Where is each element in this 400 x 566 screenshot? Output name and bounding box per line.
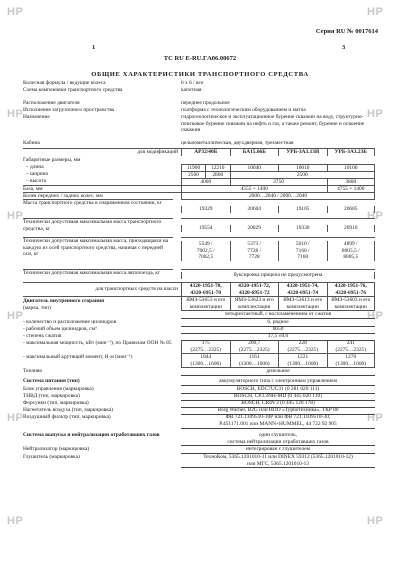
row-cylinders (23, 319, 375, 326)
label: - максимальная мощность, кВт (мин⁻¹), по Правилам ООН № 85 (23, 340, 172, 346)
row-cab (23, 140, 375, 148)
label: Система питания (тип) (23, 378, 80, 384)
row-cargo (23, 107, 375, 114)
serie-number: Серия RU № 0017614 (315, 28, 378, 35)
row-air-filter (23, 414, 375, 421)
mass-value: 19330 (278, 225, 327, 232)
label: Нейтрализатор (маркировка) (23, 446, 90, 452)
chassis-model: 4320-1951-76, 4320-6951-76 (327, 283, 376, 296)
label: Нагнетатель воздуха (тип, маркировка) (23, 407, 113, 413)
value: 17,5 ±0,6 (181, 333, 375, 341)
row-compression (23, 333, 375, 340)
label: – длина (26, 164, 44, 170)
row-engine-type (23, 311, 375, 319)
mass-value: 20604 (230, 206, 279, 213)
axle-mass-value: 4899 / 8005,5 / 8005,5 (327, 241, 376, 261)
power-value: 200,7 (2275…2325) (230, 340, 279, 354)
label: Исполнение загрузочного пространства (23, 107, 115, 113)
base-value: 4555 + 1400 (181, 185, 327, 193)
row-torque (23, 354, 375, 368)
row-trailer (23, 269, 375, 282)
watermark-hp: HP (367, 310, 384, 322)
label: Технически допустимая максимальная масса транспортного средства, кг (23, 218, 173, 232)
label: Система выпуска и нейтрализации отработавших газов (23, 432, 160, 438)
row-dims-title (23, 157, 375, 164)
label: Кабина (23, 140, 40, 146)
value: цельнометаллическая, двухдверная, трехместная (181, 140, 294, 146)
length-value: 10010 (278, 164, 327, 172)
row-engine-location (23, 100, 375, 107)
axle-mass-value: 5373 / 7728 / 7728 (230, 241, 279, 261)
label: - рабочий объем цилиндров, см³ (23, 326, 97, 332)
height-value: 3800 (327, 178, 376, 186)
mass-value: 19105 (278, 206, 327, 213)
length-value: 12210 (205, 164, 230, 172)
label: Форсунки (тип, маркировка) (23, 400, 89, 406)
value: платформа с технологическим оборудованием и матча (181, 107, 306, 113)
track-value: 2000…2040 / 2000…2040 (181, 192, 375, 200)
watermark-hp: HP (367, 210, 384, 222)
base-value: 4755 + 1400 (327, 185, 376, 193)
document-number: TC RU E-RU.ГA06.00672 (163, 55, 237, 62)
value: переднее продольное (181, 100, 230, 106)
value: ФВ 721.1109510-10Р или ФВ 721.1109510-30; (225, 414, 331, 420)
chassis-model: 4320-1951-72, 4320-6951-72 (230, 283, 279, 296)
page-number-right: 3 (342, 44, 346, 51)
label: Расположение двигателя (23, 100, 80, 106)
value: Р.451171.001 или MANN+HUMMEL, 44 722 92 905 (181, 421, 375, 429)
engine-type-value: четырехтактный, с воспламенением от сжатия (181, 311, 375, 319)
value: BOSCH, CRIN 3 (0 445 120 178) (181, 400, 375, 408)
length-value: 10040 (230, 164, 279, 172)
row-mass-max (23, 218, 375, 237)
characteristics-body (23, 80, 375, 468)
row-injectors (23, 400, 375, 407)
watermark-hp: HP (7, 412, 24, 424)
value: 6650 (181, 326, 375, 334)
row-engine (23, 297, 375, 311)
label: - максимальный крутящий момент, Н·м (мин⁻¹) (23, 354, 133, 360)
value: дизельное (181, 368, 375, 376)
row-ecu (23, 386, 375, 393)
value: один глушитель, система нейтрализации отработавших газов (181, 432, 375, 446)
label: - количество и расположение цилиндров (23, 319, 117, 325)
engine-model: ЯМЗ-53603 и его комплектации (327, 297, 376, 311)
label: Технически допустимая максимальная масса, приходящаяся на каждую из осей транспортного средства, начиная с передней оси, кг (23, 237, 173, 258)
mass-value: 19329 (181, 206, 230, 213)
watermark-hp: HP (7, 108, 24, 120)
watermark-hp: HP (7, 6, 24, 18)
label: для модификаций (23, 148, 181, 156)
engine-model: ЯМЗ-53613 и его комплектации (278, 297, 327, 311)
label: Схема компоновки транспортного средства (23, 87, 123, 93)
watermark-hp: HP (367, 6, 384, 18)
label: Назначение (23, 114, 50, 120)
mod-name: УРБ-3А3.13И (278, 149, 327, 156)
label: Глушитель (маркировка) (23, 454, 80, 460)
row-width (23, 171, 375, 178)
trailer-value: буксировка прицепа не предусмотрена (181, 272, 375, 279)
row-modifications (23, 148, 375, 157)
label: – высота (26, 178, 47, 184)
row-base (23, 185, 375, 192)
length-value: 10100 (327, 164, 376, 172)
power-value: 241 (2275…2325) (327, 340, 376, 354)
watermark-hp: HP (367, 412, 384, 424)
label: Топливо (23, 368, 43, 374)
row-chassis (23, 282, 375, 297)
value: интегрирован с глушителем (181, 446, 375, 454)
value: ТехноКом, 5365.1201010-11 или DINEX 59312 (5365.1201010-12) или МГС, 5365.1201010-13 (181, 454, 375, 468)
watermark-hp: HP (367, 108, 384, 120)
value: 6, рядное (181, 319, 375, 327)
label: Масса транспортного средства в снаряженном состоянии, кг (23, 199, 173, 207)
watermark-hp: HP (367, 515, 384, 527)
axle-mass-value: 5010 / 7160 / 7160 (278, 241, 327, 261)
label: для транспортных средств на шасси (23, 282, 181, 297)
row-displacement (23, 326, 375, 333)
row-power (23, 340, 375, 354)
value: BOSCH, EDC7UC31 (0 281 020 111) (181, 386, 375, 394)
row-height (23, 178, 375, 185)
chassis-model: 4320-1951-70, 4320-6951-70 (181, 283, 230, 296)
row-exhaust (23, 432, 375, 446)
axle-mass-value: 5549 / 7002,5 / 7002,5 (181, 241, 230, 261)
label: Колея передних / задних колес, мм (23, 192, 181, 200)
torque-value: 1161 (1300…1600) (230, 354, 279, 368)
value: аккумуляторного типа с электронным управлением (181, 378, 375, 386)
row-length (23, 164, 375, 171)
watermark-hp: HP (7, 310, 24, 322)
label: Блок управления (маркировка) (23, 386, 94, 392)
mass-value: 20829 (230, 225, 279, 232)
mod-name: БА15.06Б (230, 149, 279, 156)
value: Borg Warner, B2G или НПО «Турботехника», ТКР 80 (181, 407, 375, 415)
watermark-hp: HP (7, 515, 24, 527)
row-muffler (23, 454, 375, 468)
label: База, мм (23, 185, 181, 193)
torque-value: 1221 (1300…1600) (278, 354, 327, 368)
label: Колесная формула / ведущие колеса (23, 80, 106, 86)
chassis-model: 4320-1951-74, 4320-6951-74 (278, 283, 327, 296)
watermark-hp: HP (7, 210, 24, 222)
mass-value: 20685 (327, 206, 376, 213)
mass-value: 19554 (181, 225, 230, 232)
engine-model: ЯМЗ-53653 и его комплектации (181, 297, 230, 311)
row-wheel-formula (23, 80, 375, 87)
torque-value: 1044 (1300…1600) (181, 354, 230, 368)
row-fuel (23, 368, 375, 378)
row-air-filter-2 (23, 421, 375, 432)
torque-value: 1270 (1300…1600) (327, 354, 376, 368)
value: капотная (181, 87, 202, 93)
power-value: 228 (2275…2325) (278, 340, 327, 354)
row-pump (23, 393, 375, 400)
row-power-system (23, 378, 375, 386)
label: Технически допустимая максимальная масса автопоезда, кг (23, 269, 173, 277)
row-turbo (23, 407, 375, 414)
mass-value: 20910 (327, 225, 376, 232)
width-value: 2500 (230, 171, 376, 179)
label: Габаритные размеры, мм (23, 157, 81, 163)
height-value: 4000 (181, 178, 230, 186)
width-value: 2500 (181, 171, 205, 179)
value: BOSCH, CP3.3NH-MD (0 445 020 110) (181, 393, 375, 401)
engine-model: ЯМЗ-53623 и его комплектации (230, 297, 279, 311)
mod-name: УРБ-3А3.23Б (327, 149, 376, 156)
value: гидрогеологическое и эксплуатационное бурение скважин на воду, структурно-поисковое бурение скважин на нефть и газ, а также ремонт, бурение и освоение скважин (181, 114, 365, 134)
page-number-left: 1 (92, 44, 96, 51)
label: – ширина (26, 171, 48, 177)
page-title: ОБЩИЕ ХАРАКТЕРИСТИКИ ТРАНСПОРТНОГО СРЕДСТВА (91, 71, 309, 78)
value: 6 х 6 / все (181, 80, 204, 86)
label: - степень сжатия (23, 333, 62, 339)
row-purpose (23, 114, 375, 140)
row-mass-curb (23, 199, 375, 218)
width-value: 2800 (205, 171, 230, 179)
height-value: 3750 (230, 178, 327, 186)
label: ТНВД (тип, маркировка) (23, 393, 80, 399)
power-value: 175 (2275…2325) (181, 340, 230, 354)
mod-name: АР32/40Б (181, 149, 230, 156)
row-axle-mass (23, 237, 375, 269)
label: Воздушный фильтр (тип, маркировка) (23, 414, 111, 420)
row-track (23, 192, 375, 199)
length-value: 11900 (181, 164, 205, 172)
row-layout-scheme (23, 87, 375, 100)
label: Двигатель внутреннего сгорания (марка, тип) (23, 298, 104, 311)
row-neutralizer (23, 446, 375, 454)
